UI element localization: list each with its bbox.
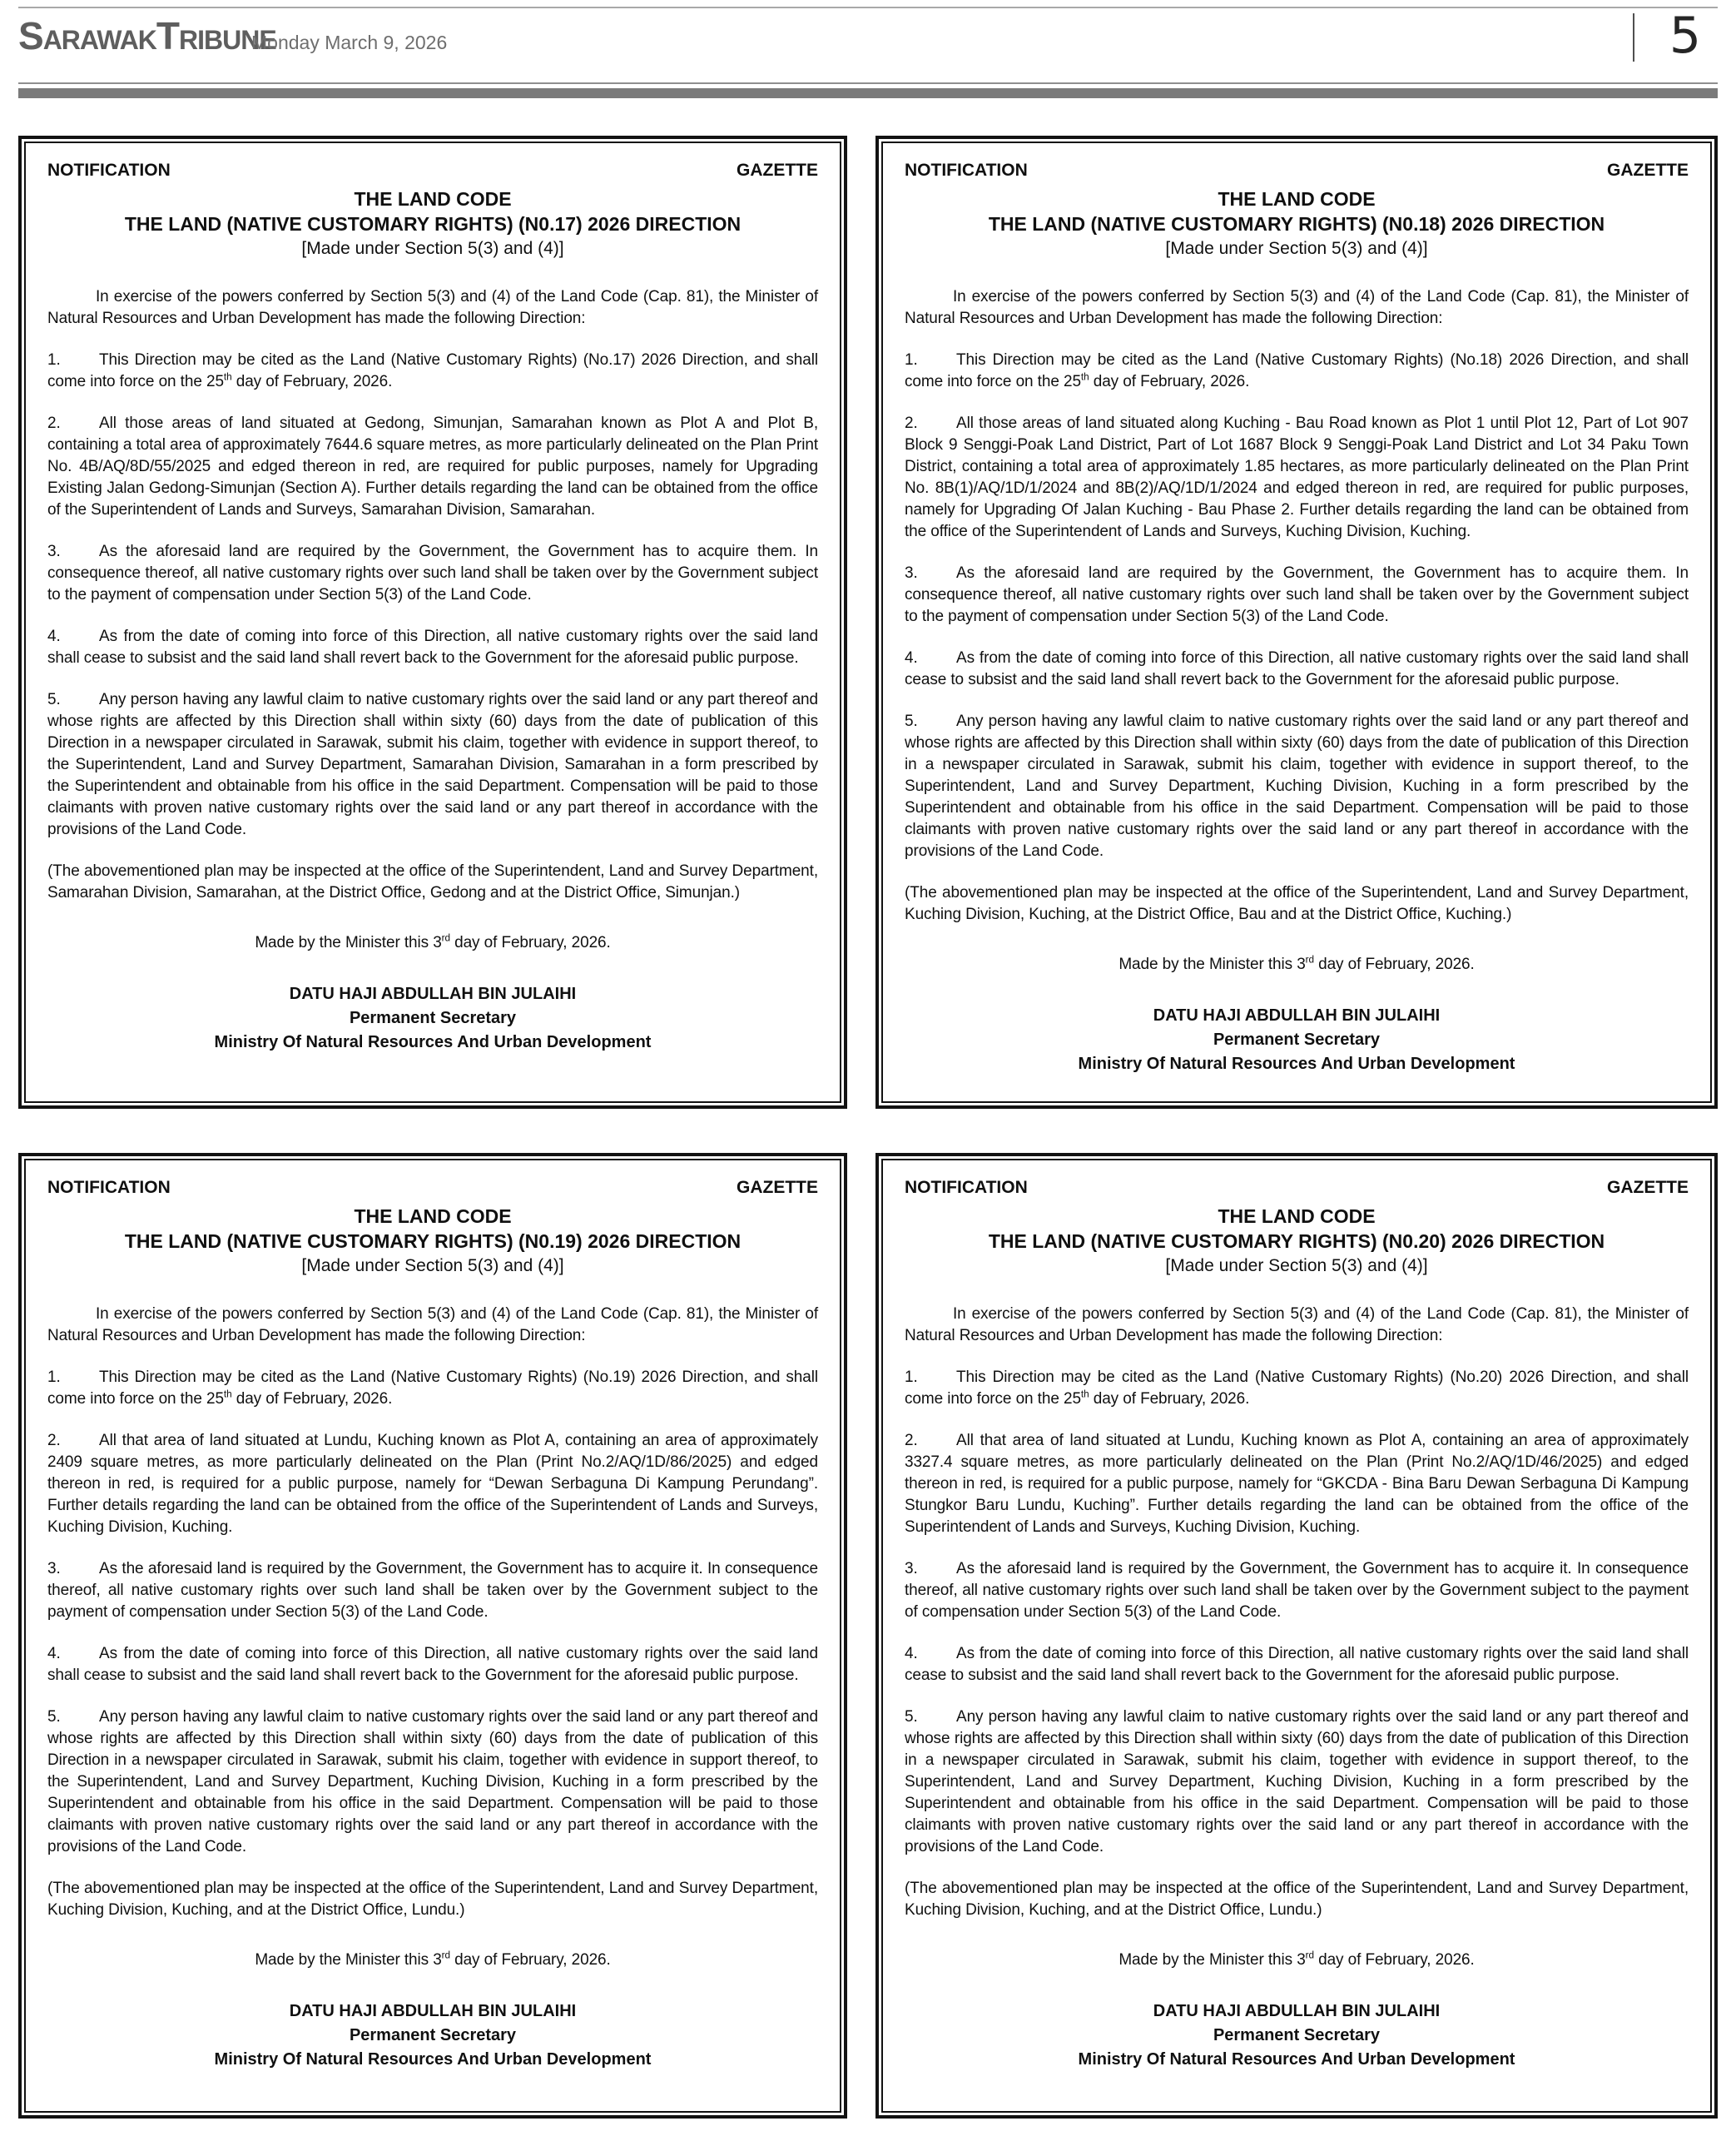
paragraph-number: 5.: [905, 1708, 918, 1726]
paragraph-text: day of February, 2026.: [1089, 373, 1250, 390]
notice-title-direction: THE LAND (NATIVE CUSTOMARY RIGHTS) (N0.18) 2026 DIRECTION: [988, 213, 1605, 235]
masthead-brand-initial: S: [18, 14, 43, 57]
paragraph-text: This Direction may be cited as the Land (Native Customary Rights) (No.19) 2026 Direction, and shall come into force on the 25: [47, 1369, 818, 1408]
signatory-title: Permanent Secretary: [349, 1009, 517, 1027]
paragraph-3: [905, 563, 1689, 628]
paragraph-text: This Direction may be cited as the Land (Native Customary Rights) (No.20) 2026 Direction, and shall come into force on the 25: [905, 1369, 1689, 1408]
paragraph-number: 2.: [47, 415, 61, 432]
signature-block: [905, 1999, 1689, 2072]
paragraph-number: 1.: [905, 351, 918, 369]
signature-block: [47, 1999, 818, 2072]
paragraph-text: All that area of land situated at Lundu, Kuching known as Plot A, containing an area of approximately 3327.4 square metres, as more particularly delineated on the Plan (Print No.2/AQ/1D/46/2025) and edged thereon in red, is required for a public purpose, namely for “GKCDA - Bina Baru Dewan Serbaguna Di Kampung Stungkor Baru Lundu, Kuching”. Further details regarding the land can be obtained from the office of the Superintendent of Lands and Surveys, Kuching Division, Kuching.: [905, 1432, 1689, 1536]
top-rule: [18, 7, 1718, 8]
made-by-text: day of February, 2026.: [449, 934, 611, 951]
intro-paragraph: In exercise of the powers conferred by Section 5(3) and (4) of the Land Code (Cap. 81), the Minister of Natural Resources and Urban Development has made the following Direction:: [905, 1305, 1689, 1344]
paragraph-text: As the aforesaid land is required by the Government, the Government has to acquire it. In consequence thereof, all native customary rights over such land shall be taken over by the Government subject to the payment of compensation under Section 5(3) of the Land Code.: [905, 1560, 1689, 1621]
kicker-notification: NOTIFICATION: [905, 1178, 1028, 1197]
paragraph-1: [47, 1367, 818, 1410]
notice-title-code: THE LAND CODE: [354, 1205, 512, 1227]
intro-paragraph: In exercise of the powers conferred by Section 5(3) and (4) of the Land Code (Cap. 81), the Minister of Natural Resources and Urban Development has made the following Direction:: [905, 288, 1689, 327]
notice-subtitle: [Made under Section 5(3) and (4)]: [1165, 1256, 1428, 1275]
paragraph-text: As the aforesaid land is required by the Government, the Government has to acquire it. In consequence thereof, all native customary rights over such land shall be taken over by the Government subject to the payment of compensation under Section 5(3) of the Land Code.: [47, 1560, 818, 1621]
notice-no17-inner: [24, 142, 841, 1103]
made-by-line: [47, 1950, 818, 1971]
masthead-brand-initial: T: [156, 14, 180, 57]
signatory-name: DATU HAJI ABDULLAH BIN JULAIHI: [1153, 1006, 1441, 1025]
paragraph-text: Any person having any lawful claim to native customary rights over the said land or any part thereof and whose rights are affected by this Direction shall within sixty (60) days from the date of publication of this Direction in a newspaper circulated in Sarawak, submit his claim, together with evidence in support thereof, to the Superintendent, Land and Survey Department, Kuching Division, Kuching in a form prescribed by the Superintendent and obtainable from his office in the said Department. Compensation will be paid to those claimants with proven native customary rights over the said land or any part thereof in accordance with the provisions of the Land Code.: [905, 713, 1689, 860]
paragraph-text: All those areas of land situated along Kuching - Bau Road known as Plot 1 until Plot 12, Part of Lot 907 Block 9 Senggi-Poak Land District, Part of Lot 1687 Block 9 Senggi-Poak Land District and Lot 34 Paku Town District, containing a total area of approximately 1.85 hectares, as more particularly delineated on the Plan Print No. 8B(1)/AQ/1D/1/2024 and 8B(2)/AQ/1D/1/2024 and edged thereon in red, are required for public purposes, namely for Upgrading Of Jalan Kuching - Bau Phase 2. Further details regarding the land can be obtained from the office of the Superintendent of Lands and Surveys, Kuching Division, Kuching.: [905, 415, 1689, 540]
paragraph-number: 3.: [47, 543, 61, 560]
masthead-brand-part: ARAWAK: [42, 25, 156, 55]
signatory-title: Permanent Secretary: [1213, 2026, 1381, 2044]
ordinal-superscript: rd: [441, 1950, 450, 1961]
signatory-name: DATU HAJI ABDULLAH BIN JULAIHI: [289, 985, 577, 1003]
paragraph-4: [47, 1643, 818, 1686]
paragraph-text: As the aforesaid land are required by the Government, the Government has to acquire them. In consequence thereof, all native customary rights over such land shall be taken over by the Government subject to the payment of compensation under Section 5(3) of the Land Code.: [905, 564, 1689, 625]
paragraph-number: 2.: [905, 1432, 918, 1449]
paragraph-text: This Direction may be cited as the Land (Native Customary Rights) (No.18) 2026 Direction, and shall come into force on the 25: [905, 351, 1689, 390]
paragraph-3: [47, 541, 818, 606]
ordinal-superscript: rd: [441, 932, 450, 944]
made-by-line: [905, 954, 1689, 976]
paragraph-text: Any person having any lawful claim to native customary rights over the said land or any part thereof and whose rights are affected by this Direction shall within sixty (60) days from the date of publication of this Direction in a newspaper circulated in Sarawak, submit his claim, together with evidence in support thereof, to the Superintendent, Land and Survey Department, Kuching Division, Kuching in a form prescribed by the Superintendent and obtainable from his office in the said Department. Compensation will be paid to those claimants with proven native customary rights over the said land or any part thereof in accordance with the provisions of the Land Code.: [905, 1708, 1689, 1855]
kicker-gazette: GAZETTE: [737, 1178, 818, 1197]
paragraph-number: 4.: [47, 628, 61, 645]
paragraph-number: 4.: [47, 1645, 61, 1662]
ordinal-superscript: th: [1080, 1388, 1089, 1400]
paragraph-text: All those areas of land situated at Gedong, Simunjan, Samarahan known as Plot A and Plot B, containing a total area of approximately 7644.6 square metres, as more particularly delineated on the Plan Print No. 4B/AQ/8D/55/2025 and edged thereon in red, are required for public purposes, namely for Upgrading Existing Jalan Gedong-Simunjan (Section A). Further details regarding the land can be obtained from the office of the Superintendent of Lands and Surveys, Samarahan Division, Samarahan.: [47, 415, 818, 519]
paragraph-4: [905, 648, 1689, 691]
notice-no20-box: [875, 1153, 1718, 2119]
made-by-text: Made by the Minister this 3: [1118, 956, 1306, 973]
signatory-ministry: Ministry Of Natural Resources And Urban Development: [214, 2050, 652, 2069]
paragraph-5: [905, 1706, 1689, 1858]
notice-no17-box: [18, 136, 847, 1109]
notice-subtitle: [Made under Section 5(3) and (4)]: [1165, 239, 1428, 258]
paragraph-2: [905, 1430, 1689, 1538]
paragraph-5: [47, 689, 818, 841]
paragraph-number: 3.: [905, 564, 918, 582]
signature-block: [905, 1004, 1689, 1076]
signatory-ministry: Ministry Of Natural Resources And Urban Development: [1078, 2050, 1515, 2069]
made-by-line: [47, 932, 818, 954]
paragraph-number: 4.: [905, 1645, 918, 1662]
paragraph-4: [905, 1643, 1689, 1686]
kicker-gazette: GAZETTE: [1607, 161, 1689, 180]
kicker-notification: NOTIFICATION: [47, 161, 171, 180]
inspection-note: (The abovementioned plan may be inspected at the office of the Superintendent, Land and Survey Department, Kuching Division, Kuching, and at the District Office, Lundu.): [47, 1880, 818, 1919]
paragraph-5: [905, 711, 1689, 862]
paragraph-text: As from the date of coming into force of this Direction, all native customary rights over the said land shall cease to subsist and the said land shall revert back to the Government for the aforesaid public purpose.: [905, 649, 1689, 688]
notice-no19-inner: [24, 1159, 841, 2113]
notice-no20-inner: [881, 1159, 1712, 2113]
paragraph-number: 3.: [47, 1560, 61, 1577]
kicker-row: [47, 160, 818, 181]
paragraph-1: [47, 350, 818, 393]
paragraph-number: 3.: [905, 1560, 918, 1577]
notice-title-code: THE LAND CODE: [1218, 1205, 1376, 1227]
notice-subtitle: [Made under Section 5(3) and (4)]: [301, 239, 564, 258]
intro-paragraph: In exercise of the powers conferred by Section 5(3) and (4) of the Land Code (Cap. 81), the Minister of Natural Resources and Urban Development has made the following Direction:: [47, 1305, 818, 1344]
kicker-notification: NOTIFICATION: [905, 161, 1028, 180]
paragraph-text: This Direction may be cited as the Land (Native Customary Rights) (No.17) 2026 Direction, and shall come into force on the 25: [47, 351, 818, 390]
paragraph-number: 1.: [47, 1369, 61, 1386]
inspection-note: (The abovementioned plan may be inspected at the office of the Superintendent, Land and Survey Department, Kuching Division, Kuching, and at the District Office, Lundu.): [905, 1880, 1689, 1919]
folio-separator: [1633, 13, 1634, 62]
paragraph-3: [905, 1558, 1689, 1623]
ordinal-superscript: rd: [1305, 954, 1314, 966]
signature-block: [47, 982, 818, 1055]
signatory-name: DATU HAJI ABDULLAH BIN JULAIHI: [289, 2002, 577, 2020]
masthead-brand-part: RIBUNE: [179, 25, 276, 55]
signatory-name: DATU HAJI ABDULLAH BIN JULAIHI: [1153, 2002, 1441, 2020]
paragraph-text: day of February, 2026.: [231, 1390, 393, 1408]
inspection-note: (The abovementioned plan may be inspected at the office of the Superintendent, Land and Survey Department, Kuching Division, Kuching, at the District Office, Bau and at the District Office, Kuching.): [905, 884, 1689, 923]
paragraph-number: 4.: [905, 649, 918, 667]
paragraph-3: [47, 1558, 818, 1623]
notice-title-code: THE LAND CODE: [354, 188, 512, 210]
signatory-ministry: Ministry Of Natural Resources And Urban Development: [214, 1033, 652, 1051]
paragraph-2: [47, 413, 818, 521]
notice-no19-box: [18, 1153, 847, 2119]
ordinal-superscript: rd: [1305, 1950, 1314, 1961]
paragraph-2: [905, 413, 1689, 543]
paragraph-text: As the aforesaid land are required by the Government, the Government has to acquire them. In consequence thereof, all native customary rights over such land shall be taken over by the Government subject to the payment of compensation under Section 5(3) of the Land Code.: [47, 543, 818, 604]
ordinal-superscript: th: [223, 1388, 232, 1400]
made-by-text: Made by the Minister this 3: [255, 1951, 442, 1969]
paragraph-number: 5.: [905, 713, 918, 730]
notice-title-code: THE LAND CODE: [1218, 188, 1376, 210]
notice-subtitle: [Made under Section 5(3) and (4)]: [301, 1256, 564, 1275]
kicker-gazette: GAZETTE: [1607, 1178, 1689, 1197]
paragraph-5: [47, 1706, 818, 1858]
made-by-text: day of February, 2026.: [1313, 1951, 1475, 1969]
kicker-gazette: GAZETTE: [737, 161, 818, 180]
paragraph-text: Any person having any lawful claim to native customary rights over the said land or any part thereof and whose rights are affected by this Direction shall within sixty (60) days from the date of publication of this Direction in a newspaper circulated in Sarawak, submit his claim, together with evidence in support thereof, to the Superintendent, Land and Survey Department, Kuching Division, Kuching in a form prescribed by the Superintendent and obtainable from his office in the said Department. Compensation will be paid to those claimants with proven native customary rights over the said land or any part thereof in accordance with the provisions of the Land Code.: [47, 1708, 818, 1855]
masthead-brand: [18, 14, 276, 57]
notice-title-direction: THE LAND (NATIVE CUSTOMARY RIGHTS) (N0.19) 2026 DIRECTION: [124, 1230, 742, 1252]
kicker-row: [905, 160, 1689, 181]
notice-no18-box: [875, 136, 1718, 1109]
made-by-text: day of February, 2026.: [449, 1951, 611, 1969]
notice-title-direction: THE LAND (NATIVE CUSTOMARY RIGHTS) (N0.17) 2026 DIRECTION: [124, 213, 742, 235]
paragraph-text: As from the date of coming into force of this Direction, all native customary rights over the said land shall cease to subsist and the said land shall revert back to the Government for the aforesaid public purpose.: [905, 1645, 1689, 1684]
paragraph-text: Any person having any lawful claim to native customary rights over the said land or any part thereof and whose rights are affected by this Direction shall within sixty (60) days from the date of publication of this Direction in a newspaper circulated in Sarawak, submit his claim, together with evidence in support thereof, to the Superintendent, Land and Survey Department, Samarahan Division, Samarahan in a form prescribed by the Superintendent and obtainable from his office in the said Department. Compensation will be paid to those claimants with proven native customary rights over the said land or any part thereof in accordance with the provisions of the Land Code.: [47, 691, 818, 838]
page-number: 5: [1669, 7, 1702, 65]
header-rule: [18, 82, 1718, 84]
paragraph-2: [47, 1430, 818, 1538]
notice-no18-inner: [881, 142, 1712, 1103]
paragraph-1: [905, 350, 1689, 393]
signatory-ministry: Ministry Of Natural Resources And Urban Development: [1078, 1055, 1515, 1073]
kicker-notification: NOTIFICATION: [47, 1178, 171, 1197]
masthead-date: Monday March 9, 2026: [251, 32, 448, 53]
intro-paragraph: In exercise of the powers conferred by Section 5(3) and (4) of the Land Code (Cap. 81), the Minister of Natural Resources and Urban Development has made the following Direction:: [47, 288, 818, 327]
made-by-text: day of February, 2026.: [1313, 956, 1475, 973]
paragraph-number: 2.: [905, 415, 918, 432]
signatory-title: Permanent Secretary: [349, 2026, 517, 2044]
signatory-title: Permanent Secretary: [1213, 1031, 1381, 1049]
ordinal-superscript: th: [1080, 371, 1089, 383]
paragraph-number: 5.: [47, 1708, 61, 1726]
made-by-text: Made by the Minister this 3: [255, 934, 442, 951]
paragraph-4: [47, 626, 818, 669]
paragraph-number: 1.: [47, 351, 61, 369]
header-bar: [18, 88, 1718, 98]
paragraph-text: day of February, 2026.: [231, 373, 393, 390]
kicker-row: [905, 1177, 1689, 1199]
paragraph-number: 2.: [47, 1432, 61, 1449]
paragraph-text: As from the date of coming into force of this Direction, all native customary rights over the said land shall cease to subsist and the said land shall revert back to the Government for the aforesaid public purpose.: [47, 1645, 818, 1684]
paragraph-number: 5.: [47, 691, 61, 708]
paragraph-number: 1.: [905, 1369, 918, 1386]
notice-title-direction: THE LAND (NATIVE CUSTOMARY RIGHTS) (N0.20) 2026 DIRECTION: [988, 1230, 1605, 1252]
ordinal-superscript: th: [223, 371, 232, 383]
paragraph-1: [905, 1367, 1689, 1410]
inspection-note: (The abovementioned plan may be inspected at the office of the Superintendent, Land and Survey Department, Samarahan Division, Samarahan, at the District Office, Gedong and at the District Office, Simunjan.): [47, 862, 818, 902]
paragraph-text: day of February, 2026.: [1089, 1390, 1250, 1408]
kicker-row: [47, 1177, 818, 1199]
made-by-line: [905, 1950, 1689, 1971]
made-by-text: Made by the Minister this 3: [1118, 1951, 1306, 1969]
paragraph-text: As from the date of coming into force of this Direction, all native customary rights over the said land shall cease to subsist and the said land shall revert back to the Government for the aforesaid public purpose.: [47, 628, 818, 667]
paragraph-text: All that area of land situated at Lundu, Kuching known as Plot A, containing an area of approximately 2409 square metres, as more particularly delineated on the Plan (Print No.2/AQ/1D/86/2025) and edged thereon in red, is required for a public purpose, namely for “Dewan Serbaguna Di Kampung Perundang”. Further details regarding the land can be obtained from the office of the Superintendent of Lands and Surveys, Kuching Division, Kuching.: [47, 1432, 818, 1536]
